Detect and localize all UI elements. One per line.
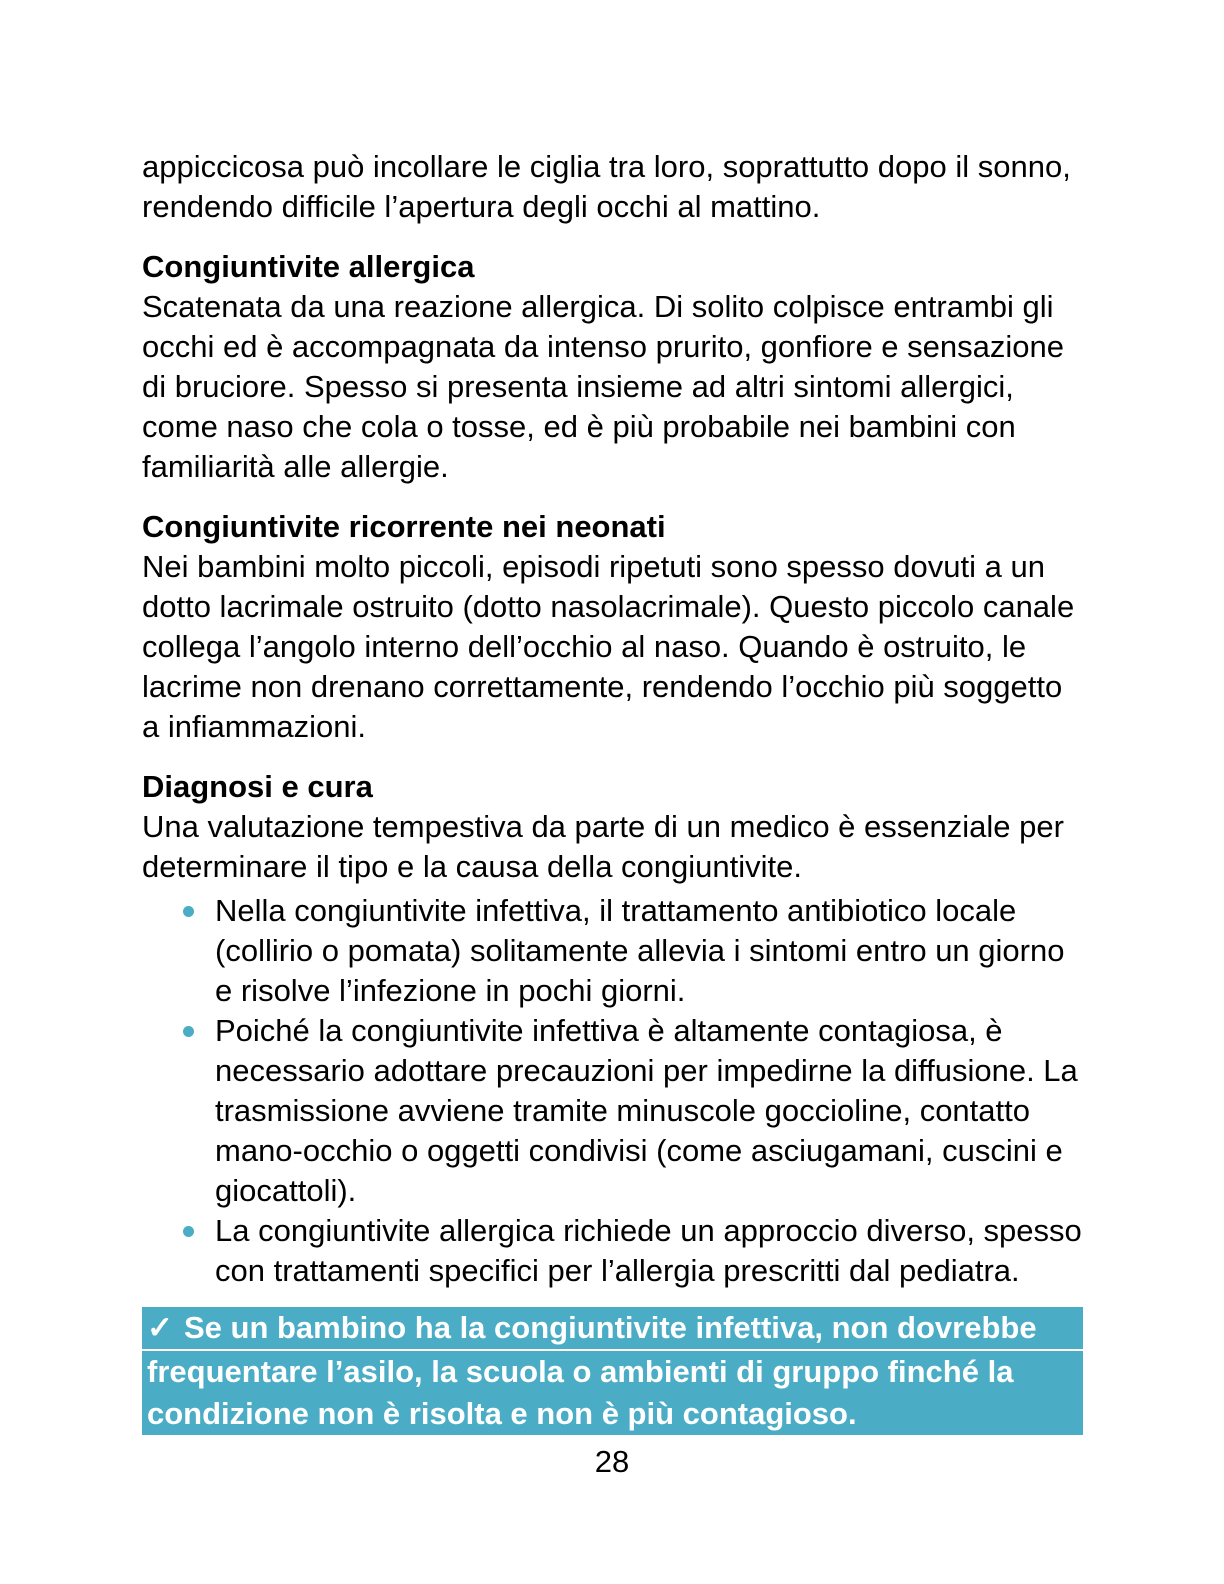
- heading-diagnosi-e-cura: Diagnosi e cura: [142, 769, 373, 804]
- bullet-text: Poiché la congiuntivite infettiva è altamente contagiosa, è necessario adottare precauzioni per impedirne la diffusione. La trasmissione avviene tramite minuscole goccioline, contatto mano-occhio o oggetti condivisi (come asciugamani, cuscini e giocattoli).: [215, 1013, 1078, 1208]
- page-content: [142, 147, 1083, 1435]
- treatment-bullet-list: [142, 891, 1083, 1291]
- bullet-icon: [183, 906, 194, 917]
- bullet-text: La congiuntivite allergica richiede un approccio diverso, spesso con trattamenti specifici per l’allergia prescritti dal pediatra.: [215, 1213, 1082, 1288]
- checkmark-icon: ✓: [147, 1310, 173, 1345]
- bullet-icon: [183, 1226, 194, 1237]
- callout-text: Se un bambino ha la congiuntivite infettiva, non dovrebbe: [183, 1310, 1037, 1345]
- heading-congiuntivite-allergica: Congiuntivite allergica: [142, 249, 475, 284]
- callout-line: [142, 1307, 1083, 1349]
- paragraph-congiuntivite-ricorrente: Nei bambini molto piccoli, episodi ripetuti sono spesso dovuti a un dotto lacrimale ostruito (dotto nasolacrimale). Questo piccolo canale collega l’angolo interno dell’occhio al naso. Quando è ostruito, le lacrime non drenano correttamente, rendendo l’occhio più soggetto a infiammazioni.: [142, 549, 1075, 744]
- paragraph-congiuntivite-allergica: Scatenata da una reazione allergica. Di solito colpisce entrambi gli occhi ed è accompagnata da intenso prurito, gonfiore e sensazione di bruciore. Spesso si presenta insieme ad altri sintomi allergici, come naso che cola o tosse, ed è più probabile nei bambini con familiarità alle allergie.: [142, 289, 1064, 484]
- callout-box: [142, 1307, 1083, 1435]
- list-item: [142, 891, 1083, 1011]
- callout-line: frequentare l’asilo, la scuola o ambienti di gruppo finché la: [142, 1351, 1083, 1393]
- list-item: [142, 1011, 1083, 1211]
- bullet-text: Nella congiuntivite infettiva, il trattamento antibiotico locale (collirio o pomata) solitamente allevia i sintomi entro un giorno e risolve l’infezione in pochi giorni.: [215, 893, 1065, 1008]
- heading-congiuntivite-ricorrente: Congiuntivite ricorrente nei neonati: [142, 509, 666, 544]
- bullet-icon: [183, 1026, 194, 1037]
- page-number: 28: [594, 1444, 630, 1479]
- paragraph-diagnosi-e-cura: Una valutazione tempestiva da parte di un medico è essenziale per determinare il tipo e la causa della congiuntivite.: [142, 809, 1064, 884]
- callout-line: condizione non è risolta e non è più contagioso.: [142, 1393, 1083, 1435]
- list-item: [142, 1211, 1083, 1291]
- intro-paragraph: appiccicosa può incollare le ciglia tra loro, soprattutto dopo il sonno, rendendo difficile l’apertura degli occhi al mattino.: [142, 149, 1071, 224]
